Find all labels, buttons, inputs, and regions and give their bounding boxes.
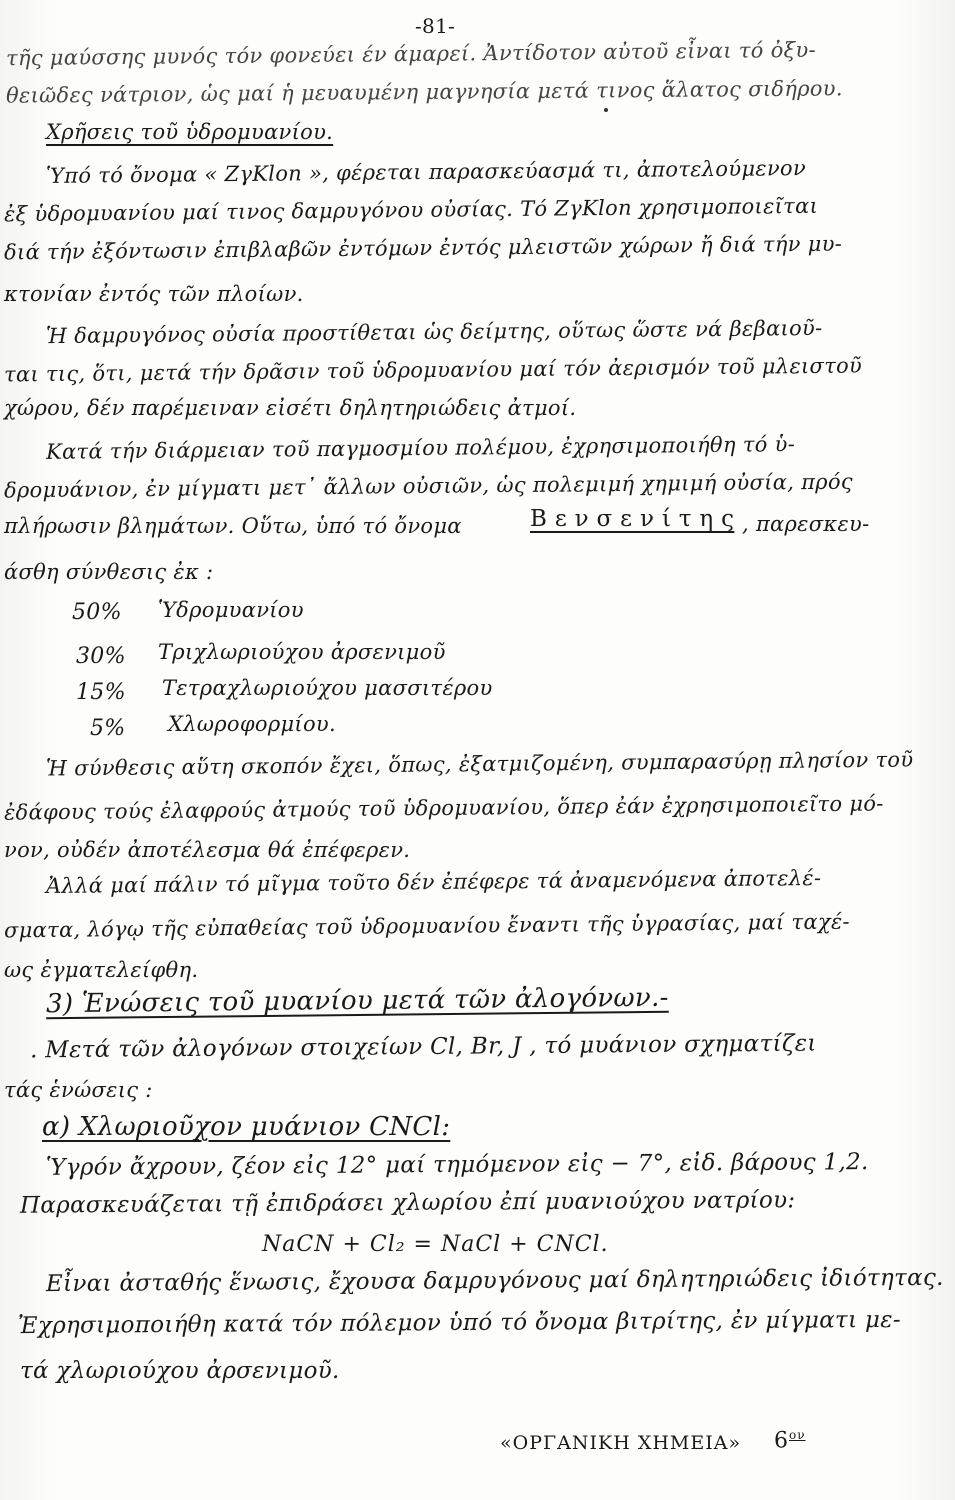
text-line: πλήρωσιν βλημάτων. Οὕτω, ὑπό τό ὄνομα xyxy=(4,514,462,538)
text-line: Ὑπό τό ὄνομα « ΖγΚlon », φέρεται παρασκεύασμά τι, ἀποτελούμενον xyxy=(45,156,807,188)
footer-title: «ΟΡΓΑΝΙΚΗ ΧΗΜΕΙΑ» xyxy=(500,1432,742,1454)
text-line: θειῶδες νάτριον, ὡς μαί ἡ μευαυμένη μαγνησία μετά τινος ἅλατος σιδήρου. xyxy=(5,76,843,108)
text-line: δρομυάνιον, ἐν μίγματι μετ᾽ ἄλλων οὐσιῶν, ὡς πολεμιμή χημιμή οὐσία, πρός xyxy=(3,469,854,503)
text-line: σματα, λόγῳ τῆς εὐπαθείας τοῦ ὑδρομυανίου ἔναντι τῆς ὑγρασίας, μαί ταχέ- xyxy=(3,909,850,943)
text-line: άσθη σύνθεσις ἐκ : xyxy=(4,560,214,584)
chemical-equation: NaCN + Cl₂ = NaCl + CNCl. xyxy=(262,1232,609,1257)
text-line: τῆς μαύσσης μυνός τόν φονεύει έν άμαρεί. Ἀντίδοτον αὐτοῦ εἶναι τό ὀξυ- xyxy=(5,37,817,71)
composition-percent: 5% xyxy=(90,716,126,741)
footer-sheet-number xyxy=(774,1428,806,1453)
text-line: Ἡ σύνθεσις αὕτη σκοπόν ἔχει, ὅπως, ἐξατμιζομένη, συμπαρασύρῃ πλησίον τοῦ xyxy=(45,747,914,781)
composition-compound: Ὑδρομυανίου xyxy=(158,598,304,622)
text-line: Κατά τήν διάρμειαν τοῦ παγμοσμίου πολέμου, ἐχρησιμοποιήθη τό ὑ- xyxy=(45,432,796,464)
text-line: ως ἐγματελείφθη. xyxy=(4,958,199,982)
section-heading: 3) Ἑνώσεις τοῦ μυανίου μετά τῶν ἀλογόνων.- xyxy=(45,982,669,1020)
text-line: χώρου, δέν παρέμειναν εἰσέτι δηλητηριώδεις ἀτμοί. xyxy=(4,396,577,420)
text-line: ται τις, ὅτι, μετά τήν δρᾶσιν τοῦ ὑδρομυανίου μαί τόν ἀερισμόν τοῦ μλειστοῦ xyxy=(3,353,863,387)
composition-percent: 50% xyxy=(72,600,122,625)
sheet-suffix: ον xyxy=(789,1428,806,1442)
composition-percent: 30% xyxy=(76,644,126,669)
text-line: , παρεσκευ- xyxy=(742,512,870,536)
composition-compound: Τριχλωριούχου ἀρσενιμοῦ xyxy=(158,640,446,664)
text-line: τάς ἑνώσεις : xyxy=(4,1078,153,1102)
text-line: Ἡ δαμρυγόνος οὐσία προστίθεται ὡς δείμτης, οὕτως ὥστε νά βεβαιοῦ- xyxy=(45,315,823,349)
text-line: Εἶναι ἀσταθής ἕνωσις, ἔχουσα δαμρυγόνους μαί δηλητηριώδεις ἰδιότητας. xyxy=(45,1264,944,1298)
text-line: Παρασκευάζεται τῇ ἐπιδράσει χλωρίου ἐπί μυανιούχου νατρίου: xyxy=(19,1187,796,1219)
text-line: διά τήν ἐξόντωσιν ἐπιβλαβῶν ἐντόμων ἐντός μλειστῶν χώρων ἤ διά τήν μυ- xyxy=(3,231,843,265)
ink-dot xyxy=(604,108,608,112)
text-line: κτονίαν ἐντός τῶν πλοίων. xyxy=(4,282,304,306)
composition-compound: Χλωροφορμίου. xyxy=(168,712,336,736)
text-line: Ἐχρησιμοποιήθη κατά τόν πόλεμον ὑπό τό ὄνομα βιτρίτης, ἐν μίγματι με- xyxy=(17,1306,902,1340)
text-line: . Μετά τῶν ἀλογόνων στοιχείων Cl, Br, J , τό μυάνιον σχηματίζει xyxy=(29,1030,817,1064)
text-line: τά χλωριούχου ἀρσενιμοῦ. xyxy=(20,1358,340,1384)
text-line: Ὑγρόν ἄχρουν, ζέον εἰς 12° μαί τημόμενον εἰς − 7°, εἰδ. βάρους 1,2. xyxy=(45,1149,869,1181)
page-number: -81- xyxy=(415,14,456,38)
text-line: νον, οὐδέν ἀποτέλεσμα θά ἐπέφερεν. xyxy=(4,838,411,862)
sheet-number: 6 xyxy=(774,1428,789,1454)
text-line: Ἀλλά μαί πάλιν τό μῖγμα τοῦτο δέν ἐπέφερε τά ἀναμενόμενα ἀποτελέ- xyxy=(45,865,822,899)
text-line: ἐξ ὑδρομυανίου μαί τινος δαμρυγόνου οὐσίας. Τό ΖγΚlon χρησιμοποιεῖται xyxy=(3,193,819,227)
composition-percent: 15% xyxy=(76,680,126,705)
composition-compound: Τετραχλωριούχου μασσιτέρου xyxy=(162,676,493,700)
subsection-heading: α) Χλωριοῦχον μυάνιον CNCl: xyxy=(42,1112,451,1142)
section-heading: Χρῆσεις τοῦ ὑδρομυανίου. xyxy=(46,120,334,144)
bensenitis-term: Β ε ν σ ε ν ί τ η ς xyxy=(530,506,735,532)
text-line: ἐδάφους τούς ἐλαφρούς ἀτμούς τοῦ ὑδρομυανίου, ὅπερ ἐάν ἐχρησιμοποιεῖτο μό- xyxy=(3,791,884,825)
